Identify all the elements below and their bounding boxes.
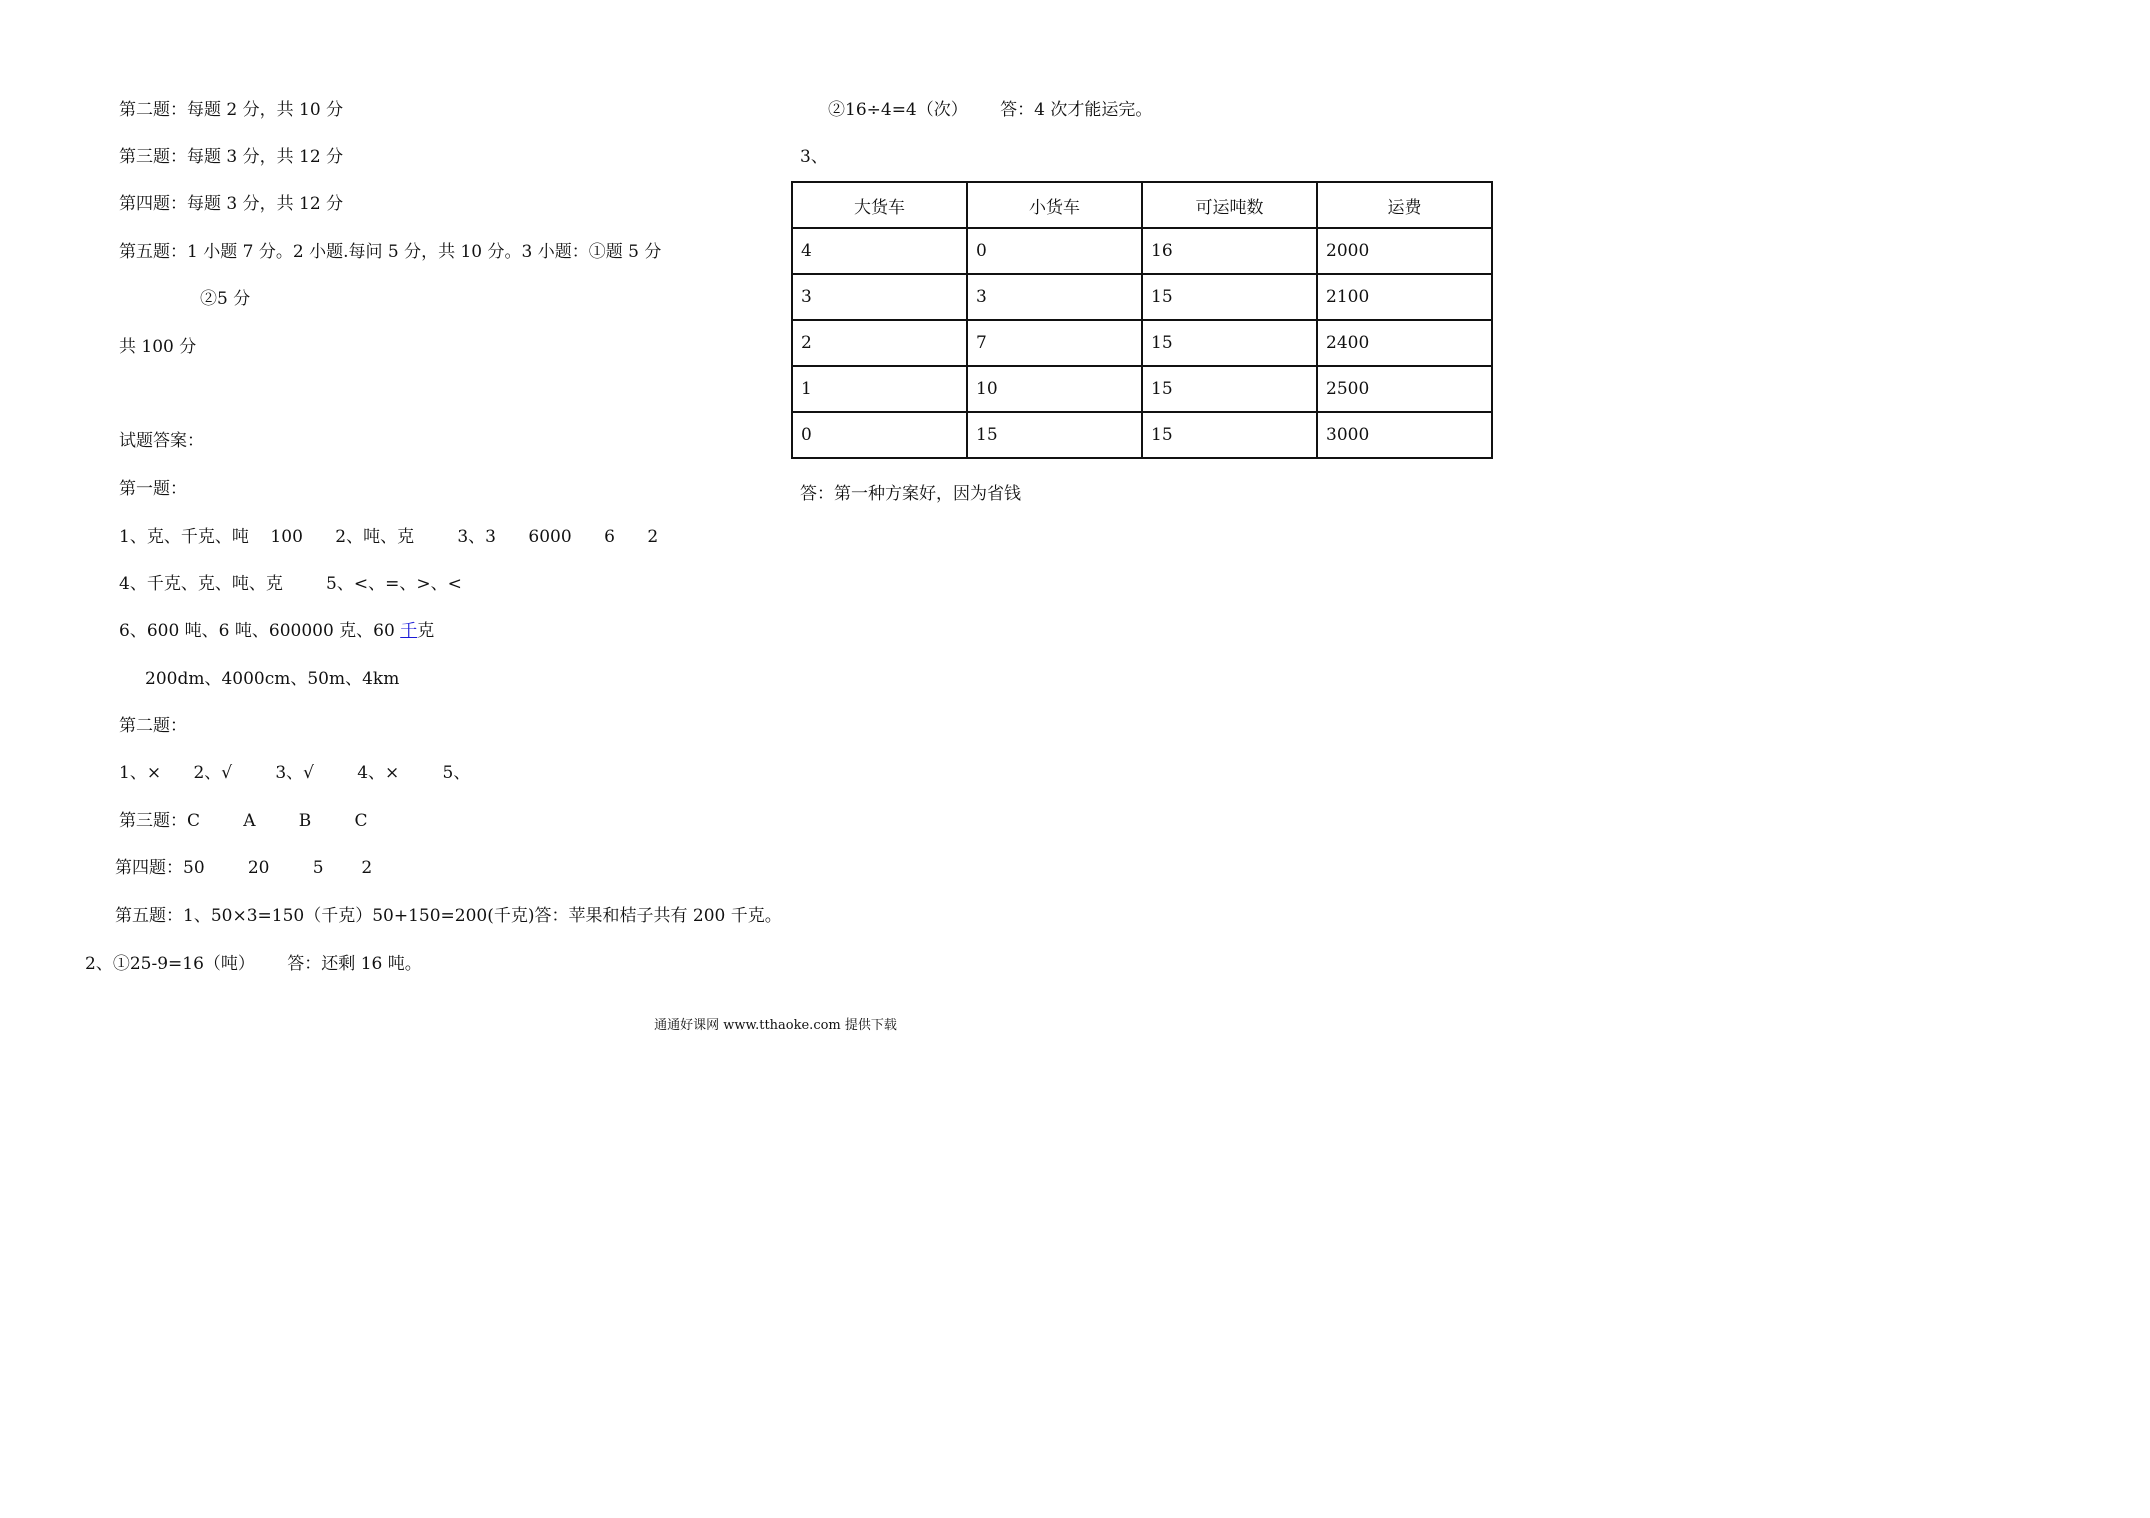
table-row (792, 366, 1492, 412)
table-header-cell: 可运吨数 (1142, 182, 1317, 228)
question-4-answers: 第四题：50 20 5 2 (115, 858, 373, 878)
answers-title: 试题答案： (119, 431, 204, 451)
question-1-line-2: 4、千克、克、吨、克 5、<、=、>、< (119, 574, 462, 594)
table-row (792, 228, 1492, 274)
table-cell: 2500 (1317, 366, 1492, 412)
table-cell: 10 (967, 366, 1142, 412)
question-2-title: 第二题： (119, 716, 187, 736)
table-conclusion: 答：第一种方案好，因为省钱 (800, 484, 1021, 504)
question-1-line-1: 1、克、千克、吨 100 2、吨、克 3、3 6000 6 2 (119, 527, 659, 547)
question-5-part-3-label: 3、 (800, 147, 828, 167)
table-cell: 1 (792, 366, 967, 412)
scoring-total: 共 100 分 (119, 337, 197, 357)
question-1-line-3 (119, 620, 434, 642)
table-cell: 0 (792, 412, 967, 458)
table-header-row (792, 182, 1492, 228)
table-cell: 15 (1142, 412, 1317, 458)
question-3-answers: 第三题：C A B C (119, 811, 368, 831)
transport-plan-table (791, 181, 1493, 459)
table-cell: 16 (1142, 228, 1317, 274)
scoring-section-5-part2: ②5 分 (200, 289, 251, 309)
table-cell: 7 (967, 320, 1142, 366)
question-1-line-3-suffix: 克 (417, 621, 435, 641)
question-1-line-3-text: 6、600 吨、6 吨、600000 克、60 (119, 621, 401, 641)
scoring-section-4: 第四题：每题 3 分，共 12 分 (119, 194, 344, 214)
table-cell: 3 (792, 274, 967, 320)
table-cell: 2000 (1317, 228, 1492, 274)
table-cell: 15 (1142, 320, 1317, 366)
scoring-section-2: 第二题：每题 2 分，共 10 分 (119, 100, 344, 120)
table-cell: 3000 (1317, 412, 1492, 458)
table-cell: 15 (1142, 274, 1317, 320)
scoring-section-5: 第五题：1 小题 7 分。2 小题.每问 5 分，共 10 分。3 小题：①题 5 分 (119, 242, 662, 262)
question-5-part-2b: ②16÷4=4（次） 答：4 次才能运完。 (828, 100, 1153, 120)
question-5-part-2: 2、①25-9=16（吨） 答：还剩 16 吨。 (85, 954, 422, 974)
table-header-cell: 大货车 (792, 182, 967, 228)
table-row (792, 320, 1492, 366)
table-cell: 4 (792, 228, 967, 274)
table-cell: 2100 (1317, 274, 1492, 320)
question-1-line-4: 200dm、4000cm、50m、4km (145, 669, 400, 689)
table-row (792, 274, 1492, 320)
table-cell: 2 (792, 320, 967, 366)
table-cell: 15 (967, 412, 1142, 458)
table-row (792, 412, 1492, 458)
question-5-part-1: 第五题：1、50×3=150（千克）50+150=200(千克)答：苹果和桔子共有 200 千克。 (115, 906, 782, 926)
table-cell: 0 (967, 228, 1142, 274)
table-cell: 3 (967, 274, 1142, 320)
table-cell: 2400 (1317, 320, 1492, 366)
hyperlink-text[interactable]: 千 (400, 621, 418, 641)
table-cell: 15 (1142, 366, 1317, 412)
question-1-title: 第一题： (119, 479, 187, 499)
page-footer: 通通好课网 www.tthaoke.com 提供下载 (654, 1018, 897, 1033)
scoring-section-3: 第三题：每题 3 分，共 12 分 (119, 147, 344, 167)
question-2-line-1: 1、× 2、√ 3、√ 4、× 5、 (119, 763, 471, 783)
table-header-cell: 小货车 (967, 182, 1142, 228)
table-header-cell: 运费 (1317, 182, 1492, 228)
